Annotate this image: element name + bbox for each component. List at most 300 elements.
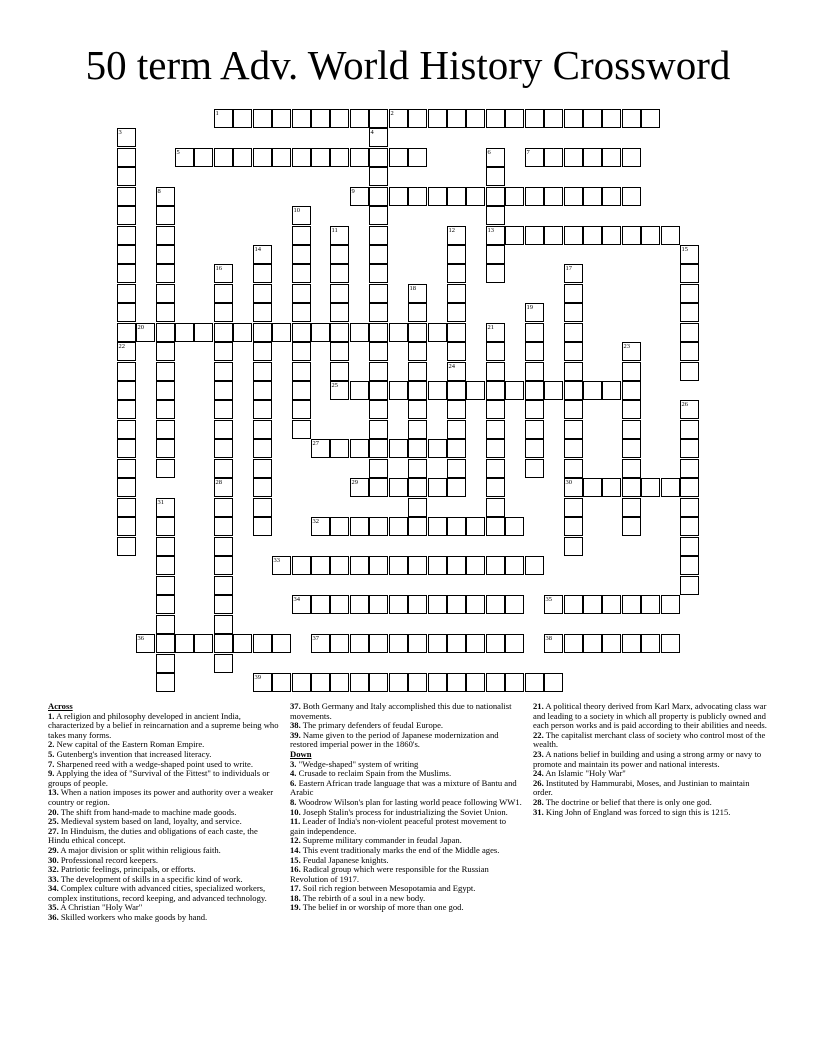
grid-cell[interactable]: [466, 517, 485, 536]
grid-cell[interactable]: [408, 400, 427, 419]
grid-cell[interactable]: [583, 478, 602, 497]
grid-cell[interactable]: [369, 109, 388, 128]
grid-cell[interactable]: [486, 459, 505, 478]
grid-cell[interactable]: [156, 576, 175, 595]
grid-cell[interactable]: [661, 226, 680, 245]
grid-cell[interactable]: [583, 148, 602, 167]
grid-cell[interactable]: [175, 148, 194, 167]
grid-cell[interactable]: [253, 381, 272, 400]
grid-cell[interactable]: [486, 381, 505, 400]
grid-cell[interactable]: [602, 381, 621, 400]
grid-cell[interactable]: [622, 400, 641, 419]
grid-cell[interactable]: [564, 381, 583, 400]
grid-cell[interactable]: [253, 109, 272, 128]
grid-cell[interactable]: [253, 673, 272, 692]
grid-cell[interactable]: [117, 342, 136, 361]
grid-cell[interactable]: [408, 595, 427, 614]
grid-cell[interactable]: [680, 400, 699, 419]
grid-cell[interactable]: [369, 420, 388, 439]
grid-cell[interactable]: [564, 537, 583, 556]
grid-cell[interactable]: [350, 439, 369, 458]
grid-cell[interactable]: [486, 206, 505, 225]
grid-cell[interactable]: [389, 323, 408, 342]
grid-cell[interactable]: [253, 439, 272, 458]
grid-cell[interactable]: [253, 303, 272, 322]
grid-cell[interactable]: [369, 673, 388, 692]
grid-cell[interactable]: [680, 284, 699, 303]
grid-cell[interactable]: [369, 284, 388, 303]
grid-cell[interactable]: [622, 498, 641, 517]
grid-cell[interactable]: [214, 576, 233, 595]
grid-cell[interactable]: [641, 478, 660, 497]
grid-cell[interactable]: [680, 478, 699, 497]
grid-cell[interactable]: [428, 517, 447, 536]
grid-cell[interactable]: [350, 187, 369, 206]
grid-cell[interactable]: [311, 439, 330, 458]
grid-cell[interactable]: [117, 459, 136, 478]
grid-cell[interactable]: [117, 187, 136, 206]
grid-cell[interactable]: [486, 556, 505, 575]
grid-cell[interactable]: [311, 556, 330, 575]
grid-cell[interactable]: [486, 400, 505, 419]
grid-cell[interactable]: [292, 245, 311, 264]
grid-cell[interactable]: [117, 517, 136, 536]
grid-cell[interactable]: [292, 556, 311, 575]
grid-cell[interactable]: [641, 226, 660, 245]
grid-cell[interactable]: [486, 634, 505, 653]
grid-cell[interactable]: [466, 673, 485, 692]
grid-cell[interactable]: [680, 556, 699, 575]
grid-cell[interactable]: [602, 109, 621, 128]
grid-cell[interactable]: [156, 654, 175, 673]
grid-cell[interactable]: [369, 478, 388, 497]
grid-cell[interactable]: [447, 634, 466, 653]
grid-cell[interactable]: [447, 362, 466, 381]
grid-cell[interactable]: [156, 323, 175, 342]
grid-cell[interactable]: [544, 381, 563, 400]
grid-cell[interactable]: [156, 303, 175, 322]
grid-cell[interactable]: [214, 400, 233, 419]
grid-cell[interactable]: [156, 517, 175, 536]
grid-cell[interactable]: [214, 478, 233, 497]
grid-cell[interactable]: [369, 148, 388, 167]
grid-cell[interactable]: [525, 673, 544, 692]
grid-cell[interactable]: [330, 264, 349, 283]
grid-cell[interactable]: [486, 362, 505, 381]
grid-cell[interactable]: [466, 187, 485, 206]
grid-cell[interactable]: [466, 634, 485, 653]
grid-cell[interactable]: [292, 342, 311, 361]
grid-cell[interactable]: [447, 381, 466, 400]
grid-cell[interactable]: [564, 517, 583, 536]
grid-cell[interactable]: [408, 323, 427, 342]
grid-cell[interactable]: [564, 148, 583, 167]
grid-cell[interactable]: [117, 303, 136, 322]
grid-cell[interactable]: [156, 634, 175, 653]
grid-cell[interactable]: [525, 459, 544, 478]
grid-cell[interactable]: [544, 673, 563, 692]
grid-cell[interactable]: [369, 459, 388, 478]
grid-cell[interactable]: [292, 206, 311, 225]
grid-cell[interactable]: [214, 517, 233, 536]
grid-cell[interactable]: [447, 109, 466, 128]
grid-cell[interactable]: [622, 595, 641, 614]
grid-cell[interactable]: [156, 459, 175, 478]
grid-cell[interactable]: [369, 323, 388, 342]
grid-cell[interactable]: [564, 595, 583, 614]
grid-cell[interactable]: [156, 595, 175, 614]
grid-cell[interactable]: [622, 634, 641, 653]
grid-cell[interactable]: [680, 420, 699, 439]
grid-cell[interactable]: [117, 323, 136, 342]
grid-cell[interactable]: [156, 342, 175, 361]
grid-cell[interactable]: [389, 187, 408, 206]
grid-cell[interactable]: [253, 284, 272, 303]
grid-cell[interactable]: [253, 323, 272, 342]
grid-cell[interactable]: [253, 498, 272, 517]
grid-cell[interactable]: [428, 323, 447, 342]
grid-cell[interactable]: [214, 109, 233, 128]
grid-cell[interactable]: [486, 498, 505, 517]
grid-cell[interactable]: [525, 226, 544, 245]
grid-cell[interactable]: [369, 264, 388, 283]
grid-cell[interactable]: [564, 634, 583, 653]
grid-cell[interactable]: [369, 245, 388, 264]
grid-cell[interactable]: [233, 323, 252, 342]
grid-cell[interactable]: [253, 245, 272, 264]
grid-cell[interactable]: [486, 673, 505, 692]
grid-cell[interactable]: [505, 109, 524, 128]
grid-cell[interactable]: [369, 381, 388, 400]
grid-cell[interactable]: [311, 148, 330, 167]
grid-cell[interactable]: [447, 264, 466, 283]
grid-cell[interactable]: [117, 439, 136, 458]
grid-cell[interactable]: [350, 109, 369, 128]
grid-cell[interactable]: [389, 148, 408, 167]
grid-cell[interactable]: [350, 634, 369, 653]
grid-cell[interactable]: [389, 439, 408, 458]
grid-cell[interactable]: [408, 673, 427, 692]
grid-cell[interactable]: [505, 226, 524, 245]
grid-cell[interactable]: [447, 226, 466, 245]
grid-cell[interactable]: [311, 595, 330, 614]
grid-cell[interactable]: [175, 323, 194, 342]
grid-cell[interactable]: [369, 439, 388, 458]
grid-cell[interactable]: [525, 303, 544, 322]
grid-cell[interactable]: [544, 634, 563, 653]
grid-cell[interactable]: [447, 478, 466, 497]
grid-cell[interactable]: [311, 673, 330, 692]
grid-cell[interactable]: [602, 595, 621, 614]
grid-cell[interactable]: [389, 556, 408, 575]
grid-cell[interactable]: [486, 595, 505, 614]
grid-cell[interactable]: [564, 303, 583, 322]
grid-cell[interactable]: [408, 381, 427, 400]
grid-cell[interactable]: [117, 245, 136, 264]
grid-cell[interactable]: [292, 284, 311, 303]
grid-cell[interactable]: [447, 400, 466, 419]
grid-cell[interactable]: [350, 556, 369, 575]
grid-cell[interactable]: [447, 342, 466, 361]
grid-cell[interactable]: [292, 362, 311, 381]
grid-cell[interactable]: [525, 187, 544, 206]
grid-cell[interactable]: [622, 226, 641, 245]
grid-cell[interactable]: [525, 323, 544, 342]
grid-cell[interactable]: [602, 187, 621, 206]
grid-cell[interactable]: [369, 517, 388, 536]
grid-cell[interactable]: [214, 615, 233, 634]
grid-cell[interactable]: [156, 362, 175, 381]
grid-cell[interactable]: [622, 439, 641, 458]
grid-cell[interactable]: [447, 303, 466, 322]
grid-cell[interactable]: [292, 303, 311, 322]
grid-cell[interactable]: [369, 634, 388, 653]
grid-cell[interactable]: [117, 537, 136, 556]
grid-cell[interactable]: [156, 264, 175, 283]
grid-cell[interactable]: [680, 537, 699, 556]
grid-cell[interactable]: [214, 634, 233, 653]
grid-cell[interactable]: [330, 303, 349, 322]
grid-cell[interactable]: [233, 148, 252, 167]
grid-cell[interactable]: [194, 323, 213, 342]
grid-cell[interactable]: [525, 381, 544, 400]
grid-cell[interactable]: [680, 342, 699, 361]
grid-cell[interactable]: [233, 634, 252, 653]
grid-cell[interactable]: [680, 576, 699, 595]
grid-cell[interactable]: [564, 459, 583, 478]
grid-cell[interactable]: [486, 264, 505, 283]
grid-cell[interactable]: [369, 167, 388, 186]
grid-cell[interactable]: [330, 245, 349, 264]
grid-cell[interactable]: [680, 264, 699, 283]
grid-cell[interactable]: [408, 517, 427, 536]
grid-cell[interactable]: [583, 109, 602, 128]
grid-cell[interactable]: [156, 439, 175, 458]
grid-cell[interactable]: [214, 537, 233, 556]
grid-cell[interactable]: [272, 109, 291, 128]
grid-cell[interactable]: [156, 673, 175, 692]
grid-cell[interactable]: [214, 362, 233, 381]
grid-cell[interactable]: [505, 595, 524, 614]
grid-cell[interactable]: [156, 400, 175, 419]
grid-cell[interactable]: [466, 595, 485, 614]
grid-cell[interactable]: [486, 167, 505, 186]
grid-cell[interactable]: [622, 109, 641, 128]
grid-cell[interactable]: [214, 303, 233, 322]
grid-cell[interactable]: [466, 381, 485, 400]
grid-cell[interactable]: [583, 381, 602, 400]
grid-cell[interactable]: [369, 303, 388, 322]
grid-cell[interactable]: [117, 206, 136, 225]
grid-cell[interactable]: [680, 323, 699, 342]
grid-cell[interactable]: [505, 673, 524, 692]
grid-cell[interactable]: [408, 420, 427, 439]
grid-cell[interactable]: [117, 148, 136, 167]
grid-cell[interactable]: [292, 226, 311, 245]
grid-cell[interactable]: [564, 478, 583, 497]
grid-cell[interactable]: [214, 595, 233, 614]
grid-cell[interactable]: [447, 245, 466, 264]
grid-cell[interactable]: [330, 342, 349, 361]
grid-cell[interactable]: [447, 439, 466, 458]
grid-cell[interactable]: [428, 109, 447, 128]
grid-cell[interactable]: [408, 439, 427, 458]
grid-cell[interactable]: [622, 342, 641, 361]
grid-cell[interactable]: [505, 556, 524, 575]
grid-cell[interactable]: [330, 595, 349, 614]
grid-cell[interactable]: [564, 109, 583, 128]
grid-cell[interactable]: [447, 459, 466, 478]
grid-cell[interactable]: [330, 109, 349, 128]
grid-cell[interactable]: [136, 323, 155, 342]
grid-cell[interactable]: [408, 284, 427, 303]
grid-cell[interactable]: [428, 187, 447, 206]
grid-cell[interactable]: [602, 226, 621, 245]
grid-cell[interactable]: [389, 517, 408, 536]
grid-cell[interactable]: [214, 148, 233, 167]
grid-cell[interactable]: [486, 342, 505, 361]
grid-cell[interactable]: [292, 323, 311, 342]
grid-cell[interactable]: [389, 109, 408, 128]
grid-cell[interactable]: [564, 362, 583, 381]
grid-cell[interactable]: [369, 187, 388, 206]
grid-cell[interactable]: [253, 517, 272, 536]
grid-cell[interactable]: [330, 284, 349, 303]
grid-cell[interactable]: [486, 226, 505, 245]
grid-cell[interactable]: [292, 595, 311, 614]
grid-cell[interactable]: [428, 381, 447, 400]
grid-cell[interactable]: [214, 323, 233, 342]
grid-cell[interactable]: [622, 459, 641, 478]
grid-cell[interactable]: [505, 381, 524, 400]
grid-cell[interactable]: [622, 420, 641, 439]
grid-cell[interactable]: [117, 400, 136, 419]
grid-cell[interactable]: [602, 478, 621, 497]
grid-cell[interactable]: [194, 634, 213, 653]
grid-cell[interactable]: [408, 148, 427, 167]
grid-cell[interactable]: [428, 634, 447, 653]
grid-cell[interactable]: [311, 109, 330, 128]
grid-cell[interactable]: [486, 187, 505, 206]
grid-cell[interactable]: [680, 498, 699, 517]
grid-cell[interactable]: [214, 556, 233, 575]
grid-cell[interactable]: [272, 673, 291, 692]
grid-cell[interactable]: [583, 595, 602, 614]
grid-cell[interactable]: [233, 109, 252, 128]
grid-cell[interactable]: [486, 439, 505, 458]
grid-cell[interactable]: [292, 673, 311, 692]
grid-cell[interactable]: [369, 342, 388, 361]
grid-cell[interactable]: [117, 128, 136, 147]
grid-cell[interactable]: [214, 264, 233, 283]
grid-cell[interactable]: [369, 362, 388, 381]
grid-cell[interactable]: [156, 226, 175, 245]
grid-cell[interactable]: [389, 381, 408, 400]
grid-cell[interactable]: [369, 595, 388, 614]
grid-cell[interactable]: [292, 264, 311, 283]
grid-cell[interactable]: [408, 187, 427, 206]
grid-cell[interactable]: [622, 478, 641, 497]
grid-cell[interactable]: [156, 537, 175, 556]
grid-cell[interactable]: [156, 381, 175, 400]
grid-cell[interactable]: [194, 148, 213, 167]
grid-cell[interactable]: [156, 420, 175, 439]
grid-cell[interactable]: [428, 556, 447, 575]
grid-cell[interactable]: [428, 478, 447, 497]
grid-cell[interactable]: [564, 264, 583, 283]
grid-cell[interactable]: [544, 148, 563, 167]
grid-cell[interactable]: [369, 128, 388, 147]
grid-cell[interactable]: [117, 167, 136, 186]
grid-cell[interactable]: [389, 595, 408, 614]
grid-cell[interactable]: [369, 400, 388, 419]
grid-cell[interactable]: [214, 498, 233, 517]
grid-cell[interactable]: [680, 362, 699, 381]
grid-cell[interactable]: [330, 362, 349, 381]
grid-cell[interactable]: [311, 517, 330, 536]
grid-cell[interactable]: [408, 362, 427, 381]
grid-cell[interactable]: [292, 109, 311, 128]
grid-cell[interactable]: [486, 245, 505, 264]
grid-cell[interactable]: [564, 342, 583, 361]
grid-cell[interactable]: [622, 381, 641, 400]
grid-cell[interactable]: [564, 439, 583, 458]
grid-cell[interactable]: [214, 284, 233, 303]
grid-cell[interactable]: [622, 148, 641, 167]
grid-cell[interactable]: [466, 556, 485, 575]
grid-cell[interactable]: [505, 634, 524, 653]
grid-cell[interactable]: [292, 148, 311, 167]
grid-cell[interactable]: [486, 517, 505, 536]
grid-cell[interactable]: [428, 673, 447, 692]
grid-cell[interactable]: [428, 595, 447, 614]
grid-cell[interactable]: [622, 187, 641, 206]
grid-cell[interactable]: [408, 498, 427, 517]
grid-cell[interactable]: [311, 323, 330, 342]
grid-cell[interactable]: [447, 673, 466, 692]
grid-cell[interactable]: [602, 148, 621, 167]
grid-cell[interactable]: [564, 226, 583, 245]
grid-cell[interactable]: [369, 556, 388, 575]
grid-cell[interactable]: [486, 109, 505, 128]
grid-cell[interactable]: [408, 556, 427, 575]
grid-cell[interactable]: [525, 109, 544, 128]
grid-cell[interactable]: [428, 439, 447, 458]
grid-cell[interactable]: [350, 673, 369, 692]
grid-cell[interactable]: [505, 187, 524, 206]
grid-cell[interactable]: [583, 187, 602, 206]
grid-cell[interactable]: [253, 459, 272, 478]
grid-cell[interactable]: [272, 148, 291, 167]
grid-cell[interactable]: [505, 517, 524, 536]
grid-cell[interactable]: [564, 420, 583, 439]
grid-cell[interactable]: [136, 634, 155, 653]
grid-cell[interactable]: [292, 420, 311, 439]
grid-cell[interactable]: [117, 381, 136, 400]
grid-cell[interactable]: [350, 323, 369, 342]
grid-cell[interactable]: [117, 226, 136, 245]
grid-cell[interactable]: [641, 634, 660, 653]
grid-cell[interactable]: [564, 323, 583, 342]
grid-cell[interactable]: [661, 634, 680, 653]
grid-cell[interactable]: [117, 362, 136, 381]
grid-cell[interactable]: [330, 226, 349, 245]
grid-cell[interactable]: [272, 323, 291, 342]
grid-cell[interactable]: [117, 478, 136, 497]
grid-cell[interactable]: [389, 673, 408, 692]
grid-cell[interactable]: [330, 634, 349, 653]
grid-cell[interactable]: [564, 498, 583, 517]
